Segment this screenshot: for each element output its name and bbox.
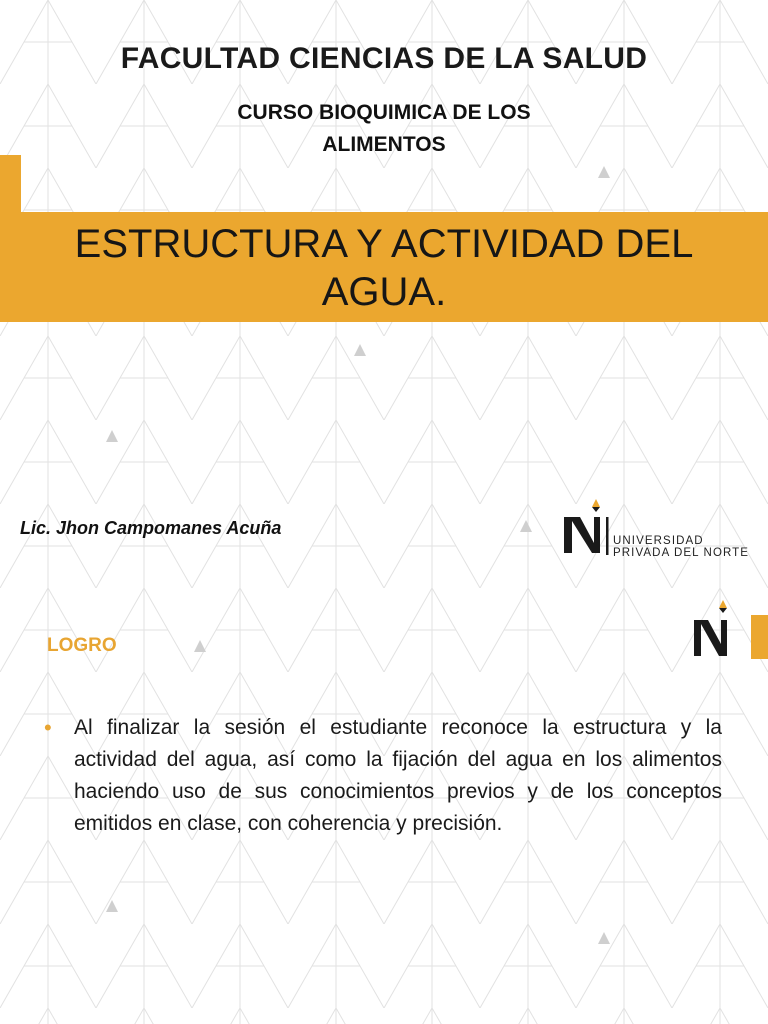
slide-title-line2: AGUA. (321, 270, 447, 314)
objective-text: Al finalizar la sesión el estudiante reconoce la estructura y la actividad del agua, así como la fijación del agua en los alimentos haciendo uso de sus conocimientos previos y de los conceptos emitidos en clase, con coherencia y precisión. (74, 716, 722, 835)
objective-heading: LOGRO (47, 635, 117, 656)
list-item (44, 712, 722, 840)
course-title-line1: CURSO BIOQUIMICA DE LOS (237, 101, 531, 124)
university-name-line2: PRIVADA DEL NORTE (613, 547, 750, 559)
slide-title (30, 220, 738, 316)
accent-tab-right (751, 615, 768, 659)
university-name-line1: UNIVERSIDAD (613, 535, 704, 547)
faculty-heading: FACULTAD CIENCIAS DE LA SALUD (120, 42, 648, 75)
author-name: Lic. Jhon Campomanes Acuña (20, 518, 282, 538)
accent-tab-left (0, 155, 21, 212)
university-name (613, 535, 749, 559)
bullet-icon: • (44, 715, 52, 740)
objective-slide (0, 590, 768, 1024)
university-logo-small-icon (690, 598, 736, 660)
slide-title-line1: ESTRUCTURA Y ACTIVIDAD DEL (74, 222, 694, 266)
course-title (184, 97, 584, 161)
course-title-line2: ALIMENTOS (322, 133, 446, 156)
